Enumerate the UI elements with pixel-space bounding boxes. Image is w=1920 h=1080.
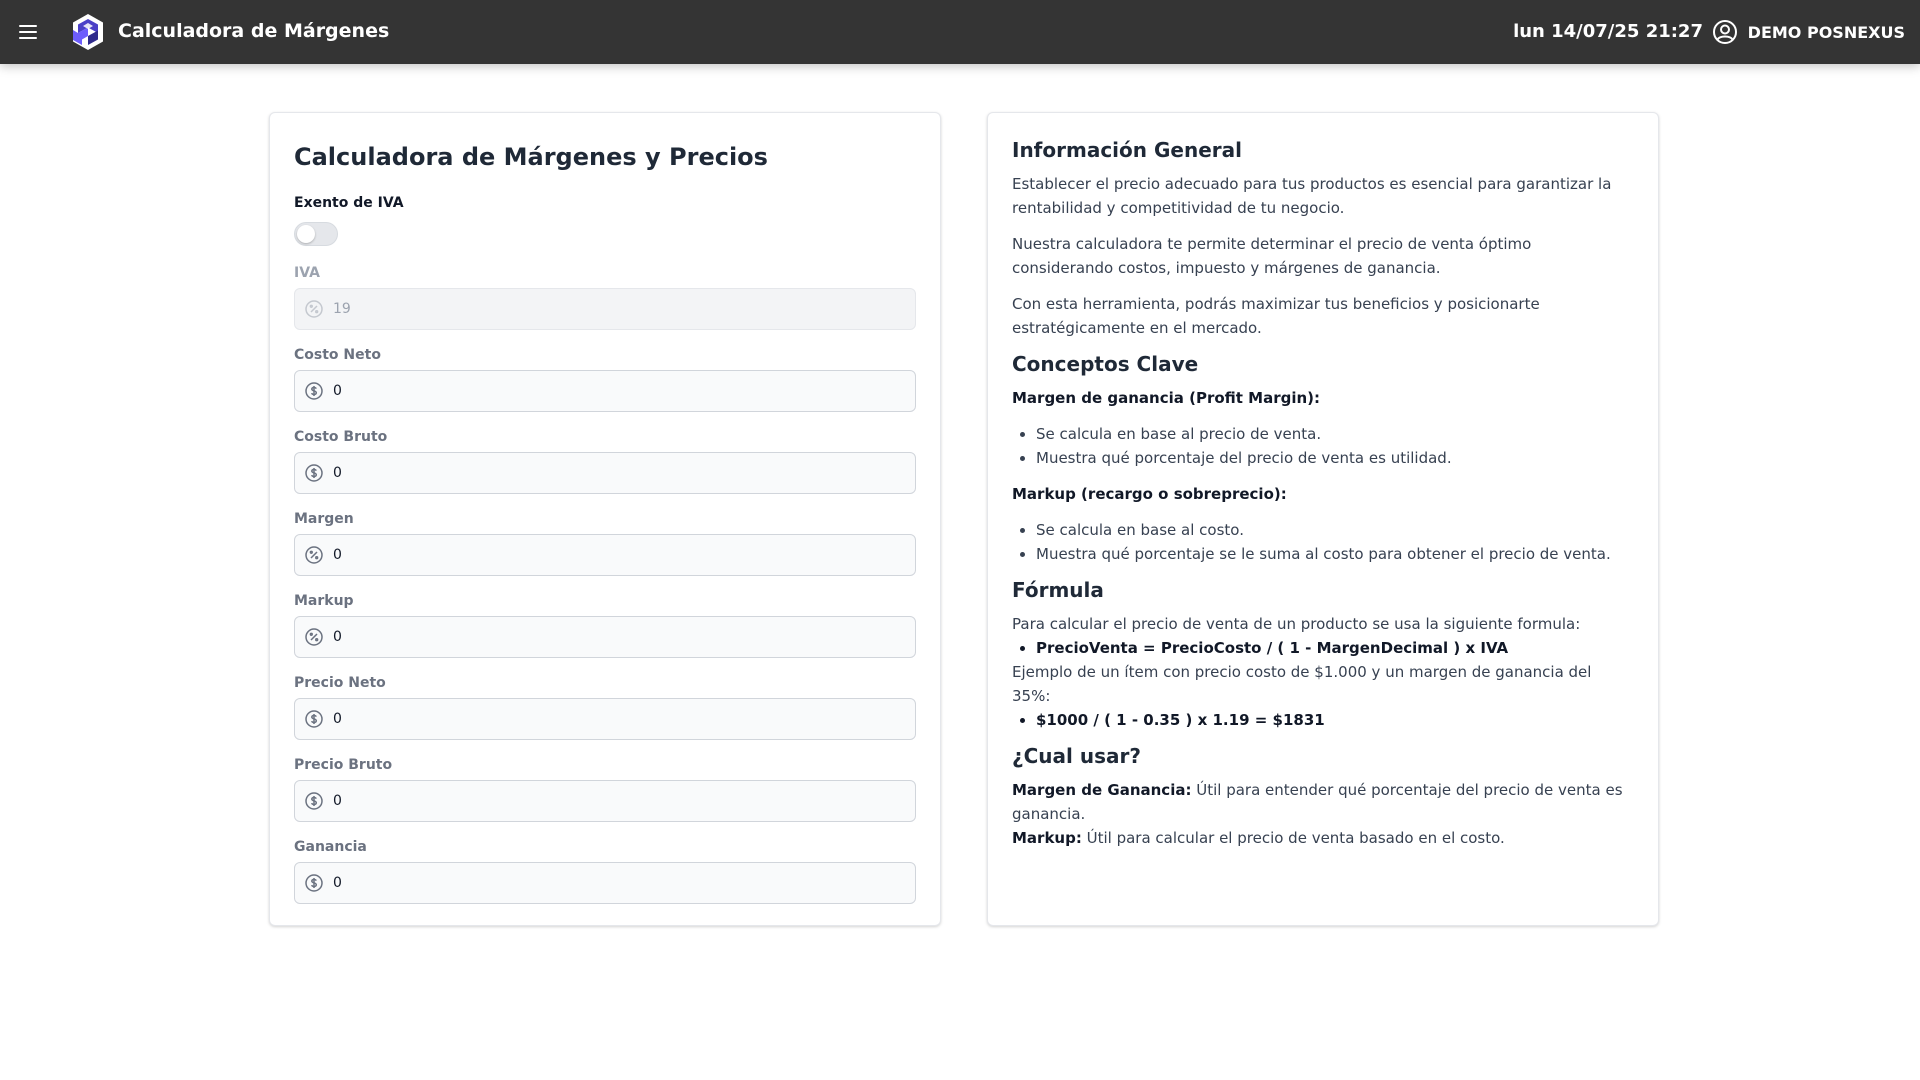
- costo-bruto-input-box[interactable]: [294, 452, 916, 494]
- field-margen: [294, 509, 916, 576]
- which-to-use-title: ¿Cual usar?: [1012, 744, 1141, 768]
- margen-input[interactable]: [333, 547, 893, 563]
- user-menu[interactable]: [1712, 18, 1905, 46]
- general-paragraph: Establecer el precio adecuado para tus productos es esencial para garantizar la rentabilidad y competitividad de tu negocio.: [1012, 175, 1612, 217]
- field-costo-bruto: [294, 427, 916, 494]
- percent-icon: [305, 546, 323, 564]
- field-label: Markup: [294, 593, 354, 609]
- percent-icon: [305, 300, 323, 318]
- example-expression: • $1000 / ( 1 - 0.35 ) x 1.19 = $1831: [1036, 708, 1634, 732]
- margen-input-box[interactable]: [294, 534, 916, 576]
- markup-use-text: [1012, 826, 1634, 850]
- ganancia-input[interactable]: [333, 875, 893, 891]
- info-card: [987, 112, 1659, 926]
- user-circle-icon: [1712, 19, 1738, 45]
- exempt-iva-toggle[interactable]: [294, 222, 338, 246]
- app-logo-icon: [70, 12, 106, 52]
- formula-title: Fórmula: [1012, 578, 1104, 602]
- field-iva: [294, 263, 916, 330]
- dollar-icon: [305, 710, 323, 728]
- iva-input-box: [294, 288, 916, 330]
- costo-neto-input[interactable]: [333, 383, 893, 399]
- datetime-display: lun 14/07/25 21:27: [1513, 21, 1703, 42]
- example-list: [1036, 708, 1634, 732]
- calculator-card: [269, 112, 941, 926]
- field-precio-bruto: [294, 755, 916, 822]
- field-label: Ganancia: [294, 839, 367, 855]
- field-label: Margen: [294, 511, 354, 527]
- percent-icon: [305, 628, 323, 646]
- app-title: Calculadora de Márgenes: [118, 20, 390, 42]
- example-intro: Ejemplo de un ítem con precio costo de $1.000 y un margen de ganancia del 35%:: [1012, 663, 1592, 705]
- margin-concept-title: Margen de ganancia (Profit Margin):: [1012, 389, 1321, 407]
- list-item: • Se calcula en base al costo.: [1036, 518, 1634, 542]
- markup-use-description: Útil para calcular el precio de venta basado en el costo.: [1081, 829, 1505, 847]
- hamburger-icon[interactable]: [16, 20, 40, 44]
- costo-bruto-input[interactable]: [333, 465, 893, 481]
- general-info-title: Información General: [1012, 138, 1242, 162]
- top-app-bar: [0, 0, 1920, 64]
- field-label: Costo Bruto: [294, 429, 388, 445]
- formula-list: [1036, 636, 1634, 660]
- markup-concept-list: [1036, 518, 1634, 566]
- general-paragraph: Nuestra calculadora te permite determinar el precio de venta óptimo considerando costos, impuesto y márgenes de ganancia.: [1012, 235, 1532, 277]
- field-ganancia: [294, 837, 916, 904]
- list-item: • Muestra qué porcentaje del precio de venta es utilidad.: [1036, 446, 1634, 470]
- dollar-icon: [305, 874, 323, 892]
- key-concepts-title: Conceptos Clave: [1012, 352, 1199, 376]
- formula-expression: • PrecioVenta = PrecioCosto / ( 1 - MargenDecimal ) x IVA: [1036, 636, 1634, 660]
- margin-concept-list: [1036, 422, 1634, 470]
- dollar-icon: [305, 382, 323, 400]
- markup-input-box[interactable]: [294, 616, 916, 658]
- precio-neto-input-box[interactable]: [294, 698, 916, 740]
- field-precio-neto: [294, 673, 916, 740]
- general-paragraph: Con esta herramienta, podrás maximizar tus beneficios y posicionarte estratégicamente en el mercado.: [1012, 295, 1540, 337]
- field-costo-neto: [294, 345, 916, 412]
- toggle-knob: [297, 225, 315, 243]
- list-item: • Muestra qué porcentaje se le suma al costo para obtener el precio de venta.: [1036, 542, 1634, 566]
- calculator-title: Calculadora de Márgenes y Precios: [294, 143, 768, 171]
- costo-neto-input-box[interactable]: [294, 370, 916, 412]
- field-markup: [294, 591, 916, 658]
- precio-bruto-input-box[interactable]: [294, 780, 916, 822]
- user-name: DEMO POSNEXUS: [1747, 22, 1905, 42]
- formula-intro: Para calcular el precio de venta de un producto se usa la siguiente formula:: [1012, 615, 1581, 633]
- iva-input: [333, 301, 893, 317]
- ganancia-input-box[interactable]: [294, 862, 916, 904]
- markup-input[interactable]: [333, 629, 893, 645]
- margin-use-text: [1012, 778, 1634, 826]
- dollar-icon: [305, 464, 323, 482]
- markup-use-label: Markup:: [1012, 829, 1082, 847]
- dollar-icon: [305, 792, 323, 810]
- field-label: Precio Neto: [294, 675, 386, 691]
- list-item: • Se calcula en base al precio de venta.: [1036, 422, 1634, 446]
- markup-concept-title: Markup (recargo o sobreprecio):: [1012, 485, 1287, 503]
- margin-use-label: Margen de Ganancia:: [1012, 781, 1192, 799]
- field-label: Precio Bruto: [294, 757, 393, 773]
- field-label: Costo Neto: [294, 347, 381, 363]
- precio-bruto-input[interactable]: [333, 793, 893, 809]
- precio-neto-input[interactable]: [333, 711, 893, 727]
- exempt-iva-label: Exento de IVA: [294, 195, 404, 211]
- field-label: IVA: [294, 265, 320, 281]
- margin-use-description: Útil para entender qué porcentaje del precio de venta es ganancia.: [1012, 781, 1623, 823]
